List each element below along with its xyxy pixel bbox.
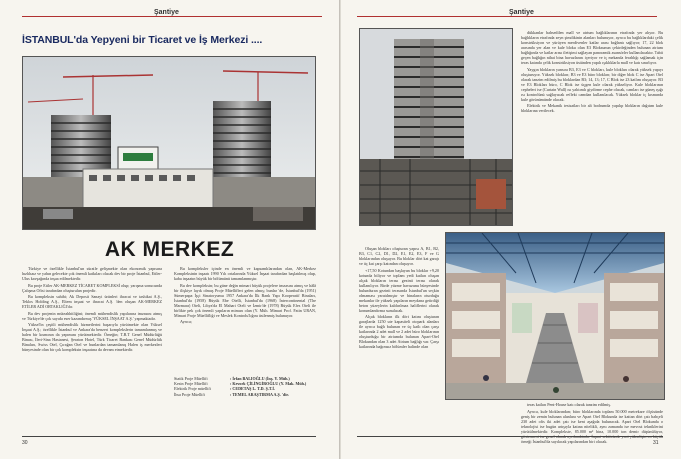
section-label: Şantiye — [150, 9, 183, 16]
credit-label: İhsa Proje Müellifi — [174, 391, 205, 397]
page-number-left: 30 — [22, 440, 28, 446]
paragraph: Yüksel'in çeşitli mühendislik hizmetlerini başarıyla yürütmekte olan Yüksel İnşaat A.Ş.; özellikle İstanbul ve Ankara'da benzeri komplekslerin tamamlanmış ve halen bir kısmının da yapımını yürütmektedir. Örneğin; T.B.T Genel Müdürlüğü Binası, İleri-Sina Hastanesi, Şeraton Hotel, Türk Ticaret Bankası Genel Müdürlük Binaları, Swiss Otel, Çırağan Otel ve bunlardan tamamlanış Halen iş merkezleri bünyesinde olan bir çok kompleksin inşaatına da devam etmektedir. — [22, 322, 162, 353]
paragraph: Ayrıca; — [180, 319, 192, 325]
paragraph: Elektrik ve Mekanik tesisatları bir alt bodrumda yapılıp blokların dağıtım kule bloklarına verilecek. — [521, 103, 663, 114]
header-rule — [22, 16, 322, 17]
header-rule-right — [357, 16, 657, 17]
paragraph: Oluşan blokları oluşturan yapısı A, B1, B2, B3, C1, C2, D1, D2, E1, E2, E3, F ve G bloklarından oluşuyor. Bu bloklar dört kat garajı ve üç kat çarşı katından oluşuyor. — [359, 246, 439, 266]
footer-rule — [22, 436, 316, 437]
right-page — [341, 0, 681, 459]
paragraph: dükkanlar bahsedilen mall ve atrium bağlıklarının etrafında yer alıyor. Bu bağlıkların etrafında zeyn şimdikinin alanları bulunuyor, ayrıca bu bağlıklardaki çelik konstrüksiyon ve yürüyen merdivenler katlar arası bağlantı sağlıyor; 17, 22 blok arasında yer alan ve kule bloku olan E3 Bloksunun çekirdeğinden bulunan atrium bağlığında ve katlar arası iletişimi sağlayan panoramik asansörler kullanılacaktır. Tabii geçen bağlığın nihai bina havuzlarını içeriyor ve iç mekanda ferahlığı sağlamak için teras katında çelik konstrüksiyon üstünden yapılı ışıklıklarla mall ve katı sınırlıyor. — [521, 30, 663, 65]
paragraph: Bu kompleksin sahibi; Ak Deposit Sanayi ürünleri ihracat ve tashikat A.Ş., Teklos Holding A.Ş., Eltem inşaat ve ihracat A.Ş. 'den oluşan AK-MERKEZ ETİLER ADİ ORTAKLIĞI'dır. — [22, 294, 162, 310]
tower-photo — [359, 28, 513, 226]
article-headline: İSTANBUL'da Yepyeni bir Ticaret ve İş Merkezi .... — [22, 34, 263, 46]
construction-photo-main — [22, 56, 316, 230]
credit-label: Elektrik Proje müellifi — [174, 386, 211, 392]
credit-value: : CEDETAŞ L. T.D. Ş.T.İ. — [230, 386, 275, 392]
credit-value: : İrfan BALIOĞLU (İnş. Y. Müh.) — [230, 376, 290, 381]
section-label-right: Şantiye — [505, 9, 538, 16]
paragraph: +17,50 Kotundan başlayan bu bloklar +9,20 kotunda biliyor ve toplam yedi katları oluşan alçak blokların terası gezinti terası olarak kullanılıyor. Birde yüzme havuzunu bünyesinde bulunduran gezinti terasında İstanbul'un seçkin olmaması yaratılmıştır ve binaların oturduğu mekanlar ile yüksek yapıların meydana getirdiği beton yüzeylerin kaldırılmaz haliflerini olarak konumlandırma sunulacak. — [359, 267, 439, 313]
credit-value: : TEMEL ARAŞTIRMA A.Ş. 'dir. — [230, 391, 289, 397]
left-text-column-1 — [22, 266, 162, 354]
paragraph: Bu dev projenin müteahhitliğini; önemli mühendislik yapılarına imzasını atmış ve Türkiye'de çok sayıda eser kazandırmış 'YÜKSEL İNŞAAT A.Ş.' yapmaktadır. — [22, 310, 162, 321]
atrium-rendering — [445, 232, 665, 400]
paragraph: Yaygın blokların yansıra B3, E3 ve C blokları, kule blokları olarak yüksek yapıyı oluşturuyor. Yüksek blokları; B3 ve E3 büro blokları; bir diğer blok C ise Apart Otel olarak tanzim edilmiş bu bloklardan B3; 14, 13; 17, C Blok ise 23 katlım oluşuyor. B3 ve E3 Blokları büro, C Blok ise üçgen kule olarak yükseliyor. Kule bloklarının cepheleri ise (Curtain Wall) ısı yalıtımlı giydirme cephe olacak, camları ise güneş ışığı ısı kontrolünü sağlayacak reflekt camdan kullanılacak. Yüksek bloklar iç kısmında kule görünümünde olacak. — [521, 66, 663, 102]
left-page — [0, 0, 339, 459]
credit-value: : Kevork ÇİLİNGİROĞLU (Y. Mak. Müh.) — [230, 381, 307, 387]
paragraph: Ayrıca, kule bloklarından; büro bloklarında toplam 50.000 metrekare ölçüsünde geniş bir zemin bulunan alanlara ve Apart Otel Blokunda ise kattan dört çatı bahçeli 230 adet ofis iki adet çatı ise kent aşağıda bulunacak. Apart Otel Blokunda o teknolojisi ise bugün artışıyla katına nitelikli, aynı zamanda ise mevcut tekniklerini yürütülmektedir. Komplekste, 85.000 m² bina, 10.000 ton demir düşünülüyor, örneği İstanbul'da sayılacak yapılarından biri olacak. — [521, 408, 663, 444]
right-text-column-top — [521, 30, 663, 115]
credit-label: Kesin Proje Müellifi — [174, 381, 208, 387]
page-number-right: 31 — [653, 440, 659, 446]
paragraph: teras katları Pent-House katı olarak tanzim edilmiş. — [527, 402, 612, 407]
paragraph: Alçak blokların ilk dört katını oluşturan garajlarda 1250 ute kapasiteli otopark alanları ile ayrıca bağlı bulunan ve üç katlı olan çarşı katlarında 2 adet mall ve 2 adet büro bloklarının oluşturduğu bir atriumda bulunan Apart-Otel Blokundan olan 3 adet Atrium bağlığı var. Çarşı katlarında bağımsız bölümler halinde olan — [359, 314, 439, 350]
paragraph: Bu proje Etiler AK-MERKEZ TİCARET KOMPLEKSİ olup; yarışma sonucunda Çalışma Ofisi tarafından oluşturulan projedir. — [22, 282, 162, 293]
credit-row — [174, 392, 316, 397]
right-text-column-2 — [521, 402, 663, 445]
project-credits — [174, 376, 316, 397]
paragraph: Türkiye ve özellikle İstanbul'un süratle gelişmekte olan ekonomik yapısına hızlıhaız ve yahın gelecekte çok önemli katkıları olacak dev bir proje İstanbul, Etiler-Ulus kavşağında inşaa edilmektedir. — [22, 266, 162, 281]
footer-rule-right — [357, 436, 663, 437]
right-text-column-1 — [359, 246, 439, 351]
left-text-column-2 — [174, 266, 316, 326]
paragraph: Bu dev kompleksin; bu güne değin mimari büyük projelere imzasını atmış ve hâlâ bir ilişkiye layık olmuş Proje Müellifleri gelen almış; bunlar 'de, İstanbul'da (1951) Sümerpapa İşçi Sinatoryumu 1957 Ankara'da İlk Bank Yapı Kooperatif Binaları, İstanbul'da (1958) Büyük Ebe Otelli, İstanbul'da (1968) İntercontinental (The Marmara) Oteli, Libya'da El Mahari Oteli ve İzmir'de (1978) Büyük Efes Oteli ile birlikte pek çok önemli yapıların mimarı olan (Y. Müh. Mimari Prof. Fatin URAN, Mimari Proje Müellifliği ve Meslek Kontrolu'lığını üstlenmiş bulunuyor. — [174, 282, 316, 318]
paragraph: Bu kompleksler içinde en önemli ve kapsamlılarından olan, AK-Merkez Kompleksinin inşaatı 1990 Yılı ortalarında Yüksel İnşaat tarafından başlatılmış olup, kaba inşaatın büyük bir bölümünü tamamlanmıştır. — [174, 266, 316, 281]
credit-label: Statik Proje Müellifi — [174, 376, 208, 381]
article-title: AK MERKEZ — [104, 238, 235, 261]
